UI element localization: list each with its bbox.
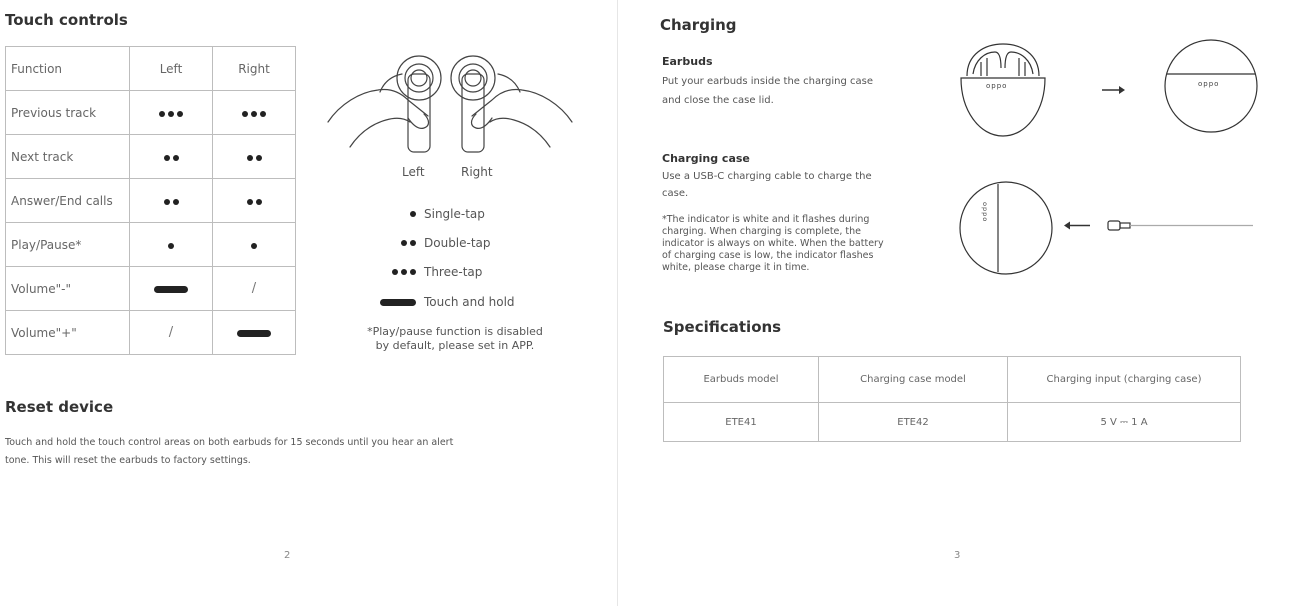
table-row (6, 179, 296, 223)
legend-label: Double-tap (424, 236, 491, 250)
earbuds-line: and close the case lid. (662, 95, 774, 106)
spec-value-row (664, 403, 1241, 442)
three-tap-icon (242, 111, 266, 117)
case-line: Use a USB-C charging cable to charge the (662, 171, 872, 182)
note-line: white, please charge it in time. (662, 262, 810, 273)
touch-hold-icon (154, 286, 188, 293)
left-gesture (130, 91, 213, 135)
table-row (6, 223, 296, 267)
case-usb-charging-illustration (958, 180, 1258, 280)
hands-touch-illustration (320, 52, 580, 162)
right-gesture (213, 91, 296, 135)
reset-line: Touch and hold the touch control areas on both earbuds for 15 seconds until you hear an alert (5, 437, 454, 448)
earbuds-text (662, 72, 873, 110)
touch-controls-title: Touch controls (5, 11, 128, 29)
left-gesture (130, 223, 213, 267)
spec-value: 5 V ⎓ 1 A (1008, 403, 1241, 442)
page-divider (617, 0, 618, 606)
earbuds-in-case-illustration (955, 38, 1275, 148)
hand-right-label: Right (461, 165, 493, 179)
single-tap-icon (368, 211, 416, 217)
spec-header: Charging case model (819, 357, 1008, 403)
note-line: indicator is always on white. When the battery (662, 238, 884, 249)
oppo-logo-side-case: oppo (981, 202, 989, 223)
spec-value: ETE42 (819, 403, 1008, 442)
spec-header: Charging input (charging case) (1008, 357, 1241, 403)
spec-header-row (664, 357, 1241, 403)
header-right: Right (213, 47, 296, 91)
right-gesture (213, 267, 296, 311)
charging-case-text (662, 168, 872, 202)
play-pause-footnote (344, 325, 566, 353)
page-number-left: 2 (284, 550, 291, 561)
function-label: Answer/End calls (6, 179, 130, 223)
oppo-logo-closed-case: oppo (1198, 80, 1220, 88)
right-gesture (213, 223, 296, 267)
header-function: Function (6, 47, 130, 91)
function-label: Volume"-" (6, 267, 130, 311)
spec-value: ETE41 (664, 403, 819, 442)
legend-touch-hold (368, 295, 515, 309)
legend-label: Single-tap (424, 207, 485, 221)
double-tap-icon (164, 199, 179, 205)
right-gesture (213, 179, 296, 223)
single-tap-icon (168, 243, 174, 249)
table-row (6, 267, 296, 311)
left-gesture (130, 311, 213, 355)
function-label: Play/Pause* (6, 223, 130, 267)
left-gesture (130, 179, 213, 223)
legend-label: Three-tap (424, 265, 483, 279)
hand-left-label: Left (402, 165, 425, 179)
specifications-table (663, 356, 1241, 442)
header-left: Left (130, 47, 213, 91)
note-line: of charging case is low, the indicator flashes (662, 250, 874, 261)
table-row (6, 311, 296, 355)
function-label: Volume"+" (6, 311, 130, 355)
page-number-right: 3 (954, 550, 961, 561)
table-row (6, 135, 296, 179)
reset-device-title: Reset device (5, 398, 114, 416)
legend-single-tap (368, 207, 485, 221)
double-tap-icon (368, 240, 416, 246)
charging-title: Charging (660, 16, 737, 34)
right-gesture (213, 311, 296, 355)
function-label: Next track (6, 135, 130, 179)
not-applicable: / (251, 281, 257, 296)
touch-hold-icon (368, 299, 416, 306)
oppo-logo-open-case: oppo (986, 82, 1008, 90)
note-line: *The indicator is white and it flashes during (662, 214, 870, 225)
legend-three-tap (368, 265, 482, 279)
double-tap-icon (247, 155, 262, 161)
not-applicable: / (168, 325, 174, 340)
touch-controls-table (5, 46, 296, 355)
left-gesture (130, 267, 213, 311)
single-tap-icon (251, 243, 257, 249)
spec-header: Earbuds model (664, 357, 819, 403)
charging-case-subtitle: Charging case (662, 152, 750, 165)
double-tap-icon (247, 199, 262, 205)
function-label: Previous track (6, 91, 130, 135)
double-tap-icon (164, 155, 179, 161)
note-line: charging. When charging is complete, the (662, 226, 862, 237)
legend-double-tap (368, 236, 491, 250)
right-gesture (213, 135, 296, 179)
touch-hold-icon (237, 330, 271, 337)
three-tap-icon (159, 111, 183, 117)
case-line: case. (662, 188, 689, 199)
specifications-title: Specifications (663, 318, 782, 336)
reset-line: tone. This will reset the earbuds to factory settings. (5, 455, 251, 466)
footnote-line: *Play/pause function is disabled (367, 325, 543, 338)
table-header-row (6, 47, 296, 91)
left-gesture (130, 135, 213, 179)
footnote-line: by default, please set in APP. (375, 339, 535, 352)
reset-device-text (5, 434, 453, 470)
table-row (6, 91, 296, 135)
indicator-note (662, 214, 884, 274)
three-tap-icon (368, 269, 416, 275)
earbuds-subtitle: Earbuds (662, 55, 713, 68)
legend-label: Touch and hold (424, 295, 515, 309)
earbuds-line: Put your earbuds inside the charging case (662, 76, 874, 87)
